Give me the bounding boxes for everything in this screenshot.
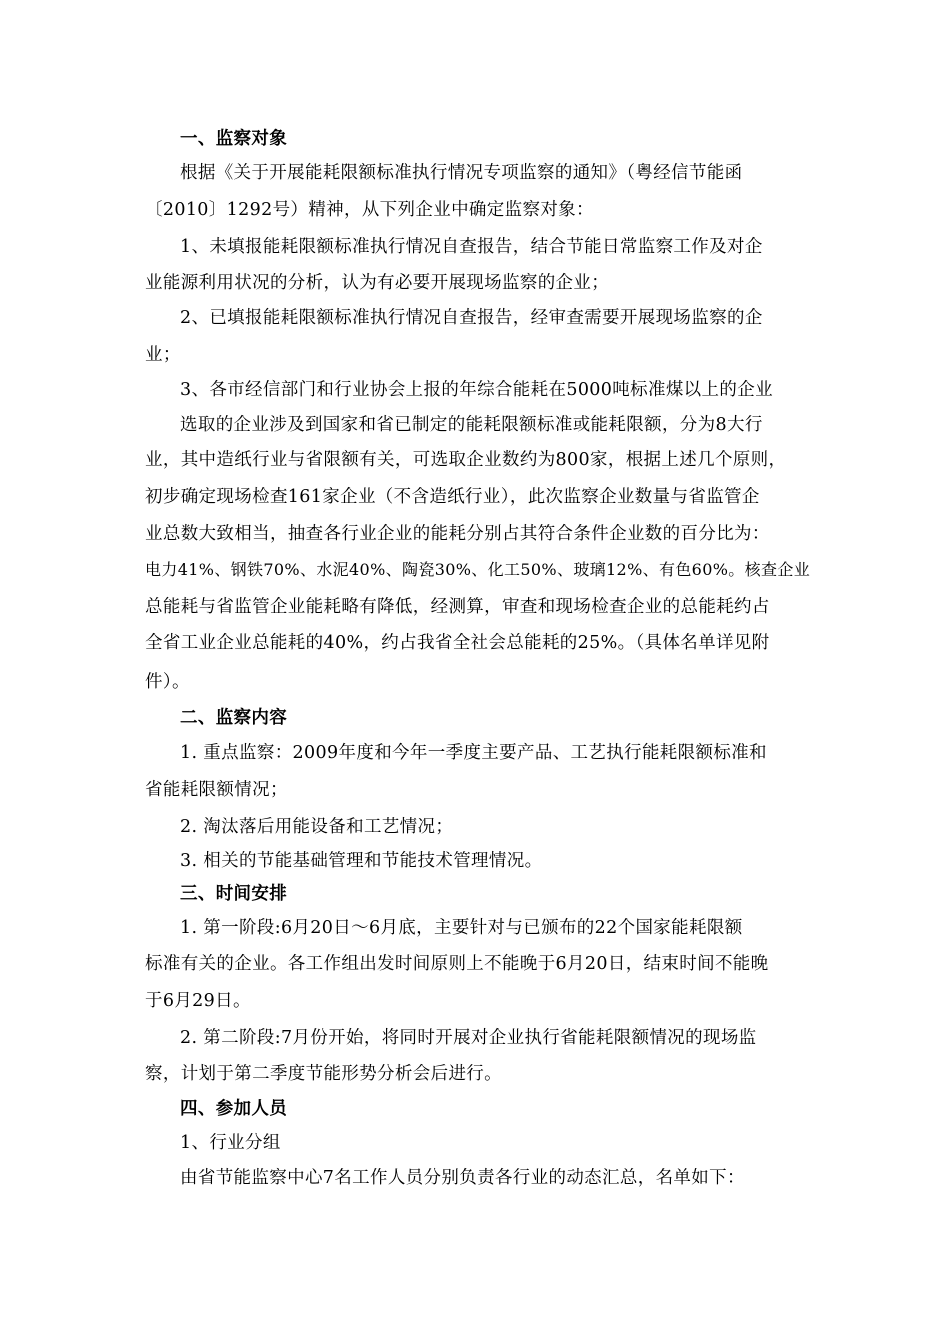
paragraph-line: 业；	[145, 345, 181, 365]
paragraph-line: 1. 第一阶段:6月20日～6月底，主要针对与已颁布的22个国家能耗限额	[180, 918, 743, 938]
paragraph-line: 全省工业企业总能耗的40%，约占我省全社会总能耗的25%。（具体名单详见附	[145, 633, 770, 653]
paragraph-line: 1、行业分组	[180, 1133, 281, 1153]
paragraph-line: 电力41%、钢铁70%、水泥40%、陶瓷30%、化工50%、玻璃12%、有色60%。核查企业	[145, 560, 811, 579]
paragraph-line: 由省节能监察中心7名工作人员分别负责各行业的动态汇总，名单如下：	[180, 1168, 745, 1188]
paragraph-line: 业能源利用状况的分析，认为有必要开展现场监察的企业；	[145, 273, 610, 293]
paragraph-line: 察，计划于第二季度节能形势分析会后进行。	[145, 1064, 502, 1084]
paragraph-line: 3. 相关的节能基础管理和节能技术管理情况。	[180, 851, 543, 871]
section-heading-3: 三、时间安排	[180, 884, 288, 904]
paragraph-line: 初步确定现场检查161家企业（不含造纸行业），此次监察企业数量与省监管企	[145, 487, 760, 507]
paragraph-line: 3、各市经信部门和行业协会上报的年综合能耗在5000吨标准煤以上的企业	[180, 380, 773, 400]
section-heading-1: 一、监察对象	[180, 129, 288, 149]
paragraph-line: 2. 第二阶段:7月份开始，将同时开展对企业执行省能耗限额情况的现场监	[180, 1028, 757, 1048]
paragraph-line: 标准有关的企业。各工作组出发时间原则上不能晚于6月20日，结束时间不能晚	[145, 954, 769, 974]
paragraph-line: 根据《关于开展能耗限额标准执行情况专项监察的通知》（粤经信节能函	[180, 163, 743, 183]
paragraph-line: 于6月29日。	[145, 991, 251, 1011]
paragraph-line: 业总数大致相当，抽查各行业企业的能耗分别占其符合条件企业数的百分比为：	[145, 524, 770, 544]
paragraph-line: 业，其中造纸行业与省限额有关，可选取企业数约为800家，根据上述几个原则，	[145, 450, 787, 470]
paragraph-line: 总能耗与省监管企业能耗略有降低，经测算，审查和现场检查企业的总能耗约占	[145, 597, 770, 617]
paragraph-line: 1. 重点监察：2009年度和今年一季度主要产品、工艺执行能耗限额标准和	[180, 743, 767, 763]
paragraph-line: 件）。	[145, 672, 190, 692]
paragraph-line: 2、已填报能耗限额标准执行情况自查报告，经审查需要开展现场监察的企	[180, 308, 763, 328]
paragraph-line: 〔2010〕1292号）精神，从下列企业中确定监察对象：	[145, 200, 594, 220]
paragraph-line: 2. 淘汰落后用能设备和工艺情况；	[180, 817, 454, 837]
paragraph-line: 省能耗限额情况；	[145, 780, 288, 800]
section-heading-4: 四、参加人员	[180, 1099, 288, 1119]
section-heading-2: 二、监察内容	[180, 708, 288, 728]
paragraph-line: 选取的企业涉及到国家和省已制定的能耗限额标准或能耗限额，分为8大行	[180, 415, 763, 435]
paragraph-line: 1、未填报能耗限额标准执行情况自查报告，结合节能日常监察工作及对企	[180, 237, 763, 257]
